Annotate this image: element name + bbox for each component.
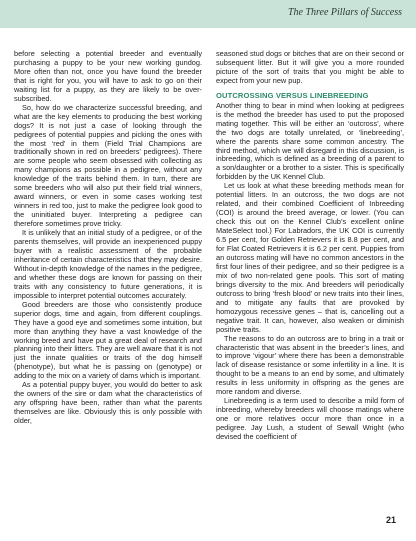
running-header-title: The Three Pillars of Success xyxy=(287,7,402,18)
body-paragraph: seasoned stud dogs or bitches that are on their second or subsequent litter. But it will give you a more rounded picture of the sort of traits that you might be able to expect from your new pup. xyxy=(216,49,404,85)
section-heading: OUTCROSSING VERSUS LINEBREEDING xyxy=(216,90,369,100)
right-column xyxy=(216,50,404,442)
page-number: 21 xyxy=(385,515,396,525)
body-paragraph: before selecting a potential breeder and eventually purchasing a puppy to be your new working gundog. More often than not, once you have found the breeder that is right for you, you will have to ask to go on their waiting list for a puppy, as they are likely to be over-subscribed. xyxy=(14,49,202,103)
left-column xyxy=(14,50,202,426)
body-paragraph: So, how do we characterize successful breeding, and what are the key elements to producing the best working dogs? It is not just a case of looking through the pedigrees of potential puppies and picking the ones with the most ‘red’ in them (Field Trial Champions are traditionally shown in red on breeders’ pedigrees). There are some people who seem obsessed with collecting as many champions as possible in a pedigree, without any knowledge of the traits behind them. In turn, there are some breeders who will also put their field trial winners, award winners, or even in some cases working test winners in red too, just to make the pedigree look good to the uninitiated buyer. Interpreting a pedigree can therefore sometimes prove tricky. xyxy=(14,102,202,229)
body-paragraph: Good breeders are those who consistently produce superior dogs, time and again, from different couplings. They have a good eye and sometimes some intuition, but more than anything they have a vast knowledge of the working breed and have put a great deal of research and planning into their litters. They are well aware that it is not just the innate qualities or traits of the dog himself (phenotype), but what he is passing on (genotype) or adding to the mix on a variety of dams which is important. xyxy=(14,299,202,381)
header-band xyxy=(0,0,416,28)
body-paragraph: Another thing to bear in mind when looking at pedigrees is the method the breeder has used to put the proposed mating together. This will be either an ‘outcross’, where the two dogs are totally unrelated, or ‘linebreeding’, where the parents share some common ancestry. The third method, which we will disregard in this discussion, is inbreeding, which is defined as a breeding of a parent to a son/daughter or a brother to a sister. This is specifically forbidden by the UK Kennel Club. xyxy=(216,100,404,182)
body-paragraph: Linebreeding is a term used to describe a mild form of inbreeding, whereby breeders will choose matings where one or more relatives occur more than once in a pedigree. Jay Lush, a student of Sewall Wright (who devised the coefficient of xyxy=(216,396,404,442)
body-paragraph: It is unlikely that an initial study of a pedigree, or of the parents themselves, will provide an inexperienced puppy buyer with a realistic assessment of the probable inheritance of certain characteristics that they may desire. Without in-depth knowledge of the names in the pedigree, and whether these dogs are known for passing on their traits with any consistency to future generations, it is impossible to interpret potential outcomes accurately. xyxy=(14,228,202,300)
body-paragraph: The reasons to do an outcross are to bring in a trait or characteristic that was absent in the breeder’s lines, and to improve ‘vigour’ where there has been a demonstrable lack of disease resistance or some infertility in a line. It is thought to be a means to an end by some, and ultimately results in less uniformity in offspring as the genes are more random and diverse. xyxy=(216,333,404,397)
body-paragraph: As a potential puppy buyer, you would do better to ask the owners of the sire or dam what the characteristics of any offspring have been, rather than what the parents themselves are like. Obviously this is only possible with older, xyxy=(14,380,202,426)
body-paragraph: Let us look at what these breeding methods mean for potential litters. In an outcross, the two dogs are not related, and their combined Coefficient of Inbreeding (COI) is around the breed average, or lower. (You can check this out on the Kennel Club’s excellent online MateSelect tool.) For Labradors, the UK COI is currently 6.5 per cent, for Golden Retrievers it is 8.8 per cent, and for Flat Coated Retrievers it is 6.2 per cent. Puppies from an outcross mating will have no common ancestors in the first four lines of their pedigree, and so their pedigree is a mix of two non-related gene pools. This sort of mating brings diversity to the mix. And breeders will periodically outcross to bring ‘fresh blood’ or new traits into their lines, and to mitigate any faults that are provoked by homozygous recessive genes – that is, cancelling out a negative trait. It can, however, also weaken or diminish positive traits. xyxy=(216,181,404,334)
